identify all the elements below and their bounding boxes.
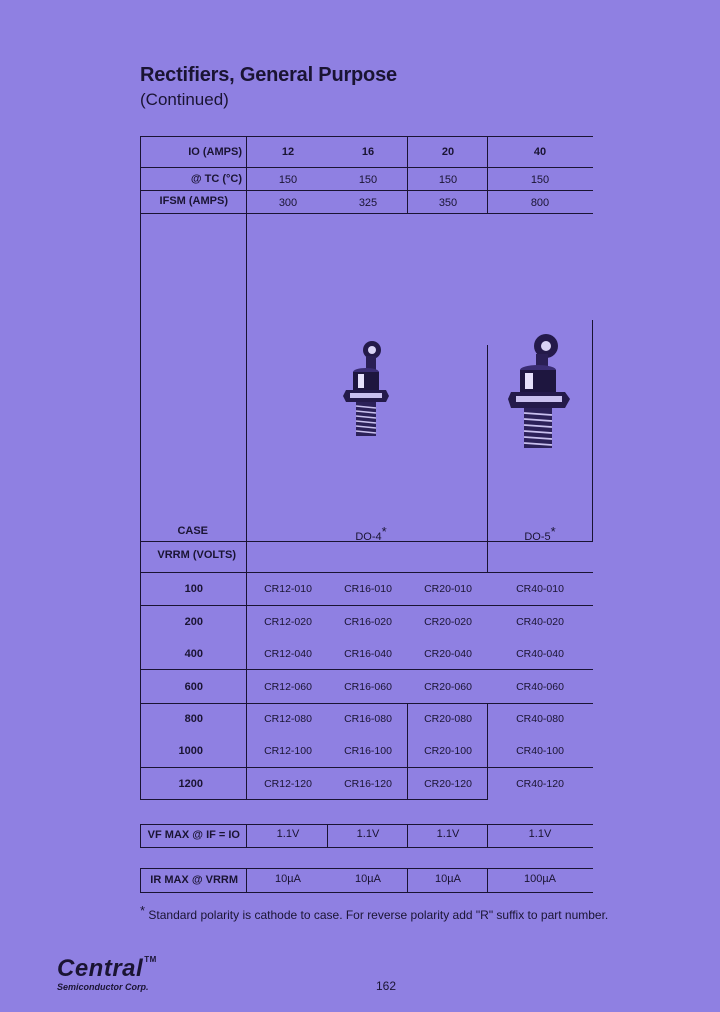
vf-value: 1.1V xyxy=(276,828,300,840)
part-number: CR20-060 xyxy=(424,681,472,693)
part-number: CR40-020 xyxy=(516,616,564,628)
part-number: CR16-040 xyxy=(344,648,392,660)
vrrm-label: VRRM (VOLTS) xyxy=(157,549,236,561)
part-number: CR16-060 xyxy=(344,681,392,693)
vrrm-value: 800 xyxy=(184,713,203,725)
ir-value: 10µA xyxy=(435,873,461,885)
part-number: CR20-080 xyxy=(424,713,472,725)
page-title: Rectifiers, General Purpose xyxy=(140,64,397,86)
case-do4-mark: * xyxy=(381,524,387,539)
table-rule xyxy=(592,320,593,542)
case-do4 xyxy=(336,524,406,543)
table-rule xyxy=(140,572,593,573)
part-number: CR20-040 xyxy=(424,648,472,660)
case-do5-text: DO-5 xyxy=(524,531,551,543)
part-number: CR12-040 xyxy=(264,648,312,660)
ifsm-label: IFSM (AMPS) xyxy=(159,195,228,207)
case-do5 xyxy=(510,524,570,543)
part-number: CR20-010 xyxy=(424,583,472,595)
part-number: CR16-020 xyxy=(344,616,392,628)
part-number: CR16-010 xyxy=(344,583,392,595)
trademark-mark: TM xyxy=(144,955,157,964)
case-label: CASE xyxy=(177,525,208,537)
table-rule xyxy=(140,892,593,893)
table-rule xyxy=(246,868,247,893)
central-logo xyxy=(57,955,157,983)
do5-package-image xyxy=(508,330,572,452)
table-rule xyxy=(140,605,593,606)
vrrm-value: 200 xyxy=(184,616,203,628)
table-rule xyxy=(140,767,593,768)
tc-value: 150 xyxy=(530,174,550,186)
table-rule xyxy=(140,167,593,168)
part-number: CR40-100 xyxy=(516,745,564,757)
ifsm-value: 300 xyxy=(278,197,298,209)
ifsm-value: 800 xyxy=(530,197,550,209)
footnote-text: Standard polarity is cathode to case. For reverse polarity add "R" suffix to part number. xyxy=(148,908,609,922)
part-number: CR40-060 xyxy=(516,681,564,693)
table-rule xyxy=(140,136,593,137)
part-number: CR12-120 xyxy=(264,778,312,790)
tc-value: 150 xyxy=(358,174,378,186)
vf-label: VF MAX @ IF = IO xyxy=(147,829,240,841)
io-value: 12 xyxy=(281,146,295,158)
table-rule xyxy=(140,703,593,704)
ifsm-value: 350 xyxy=(438,197,458,209)
page-number: 162 xyxy=(376,979,397,993)
footnote xyxy=(140,903,608,922)
part-number: CR20-100 xyxy=(424,745,472,757)
table-rule xyxy=(246,824,247,848)
ir-label: IR MAX @ VRRM xyxy=(150,874,238,886)
vrrm-value: 400 xyxy=(184,648,203,660)
vf-value: 1.1V xyxy=(436,828,460,840)
io-value: 40 xyxy=(533,146,547,158)
tc-value: 150 xyxy=(438,174,458,186)
table-rule xyxy=(140,799,488,800)
table-rule xyxy=(140,213,593,214)
ir-value: 100µA xyxy=(523,873,557,885)
part-number: CR16-080 xyxy=(344,713,392,725)
vf-value: 1.1V xyxy=(356,828,380,840)
io-value: 16 xyxy=(361,146,375,158)
part-number: CR12-100 xyxy=(264,745,312,757)
part-number: CR20-120 xyxy=(424,778,472,790)
vrrm-value: 1000 xyxy=(178,745,203,757)
table-rule xyxy=(487,345,488,573)
table-rule xyxy=(140,868,593,869)
part-number: CR40-080 xyxy=(516,713,564,725)
case-do5-mark: * xyxy=(550,524,556,539)
tc-label: @ TC (°C) xyxy=(190,173,242,185)
ifsm-value: 325 xyxy=(358,197,378,209)
logo-subtitle: Semiconductor Corp. xyxy=(57,982,149,992)
table-rule xyxy=(246,136,247,573)
vrrm-value: 1200 xyxy=(178,778,203,790)
io-value: 20 xyxy=(441,146,455,158)
table-rule xyxy=(140,847,593,848)
io-label: IO (AMPS) xyxy=(188,146,242,158)
part-number: CR40-010 xyxy=(516,583,564,595)
vrrm-value: 600 xyxy=(184,681,203,693)
part-number: CR16-100 xyxy=(344,745,392,757)
vf-value: 1.1V xyxy=(528,828,552,840)
do4-package-image xyxy=(342,338,394,440)
logo-text: Central xyxy=(57,955,144,982)
tc-value: 150 xyxy=(278,174,298,186)
footnote-mark: * xyxy=(140,903,146,918)
case-do4-text: DO-4 xyxy=(355,531,382,543)
part-number: CR12-060 xyxy=(264,681,312,693)
table-rule xyxy=(140,190,593,191)
table-rule xyxy=(246,572,247,800)
part-number: CR12-080 xyxy=(264,713,312,725)
part-number: CR40-040 xyxy=(516,648,564,660)
ir-value: 10µA xyxy=(355,873,381,885)
part-number: CR12-010 xyxy=(264,583,312,595)
ir-value: 10µA xyxy=(275,873,301,885)
table-rule xyxy=(140,669,593,670)
part-number: CR12-020 xyxy=(264,616,312,628)
page-subtitle: (Continued) xyxy=(140,90,229,109)
part-number: CR40-120 xyxy=(516,778,564,790)
part-number: CR20-020 xyxy=(424,616,472,628)
vrrm-value: 100 xyxy=(184,583,203,595)
part-number: CR16-120 xyxy=(344,778,392,790)
table-rule xyxy=(140,824,593,825)
